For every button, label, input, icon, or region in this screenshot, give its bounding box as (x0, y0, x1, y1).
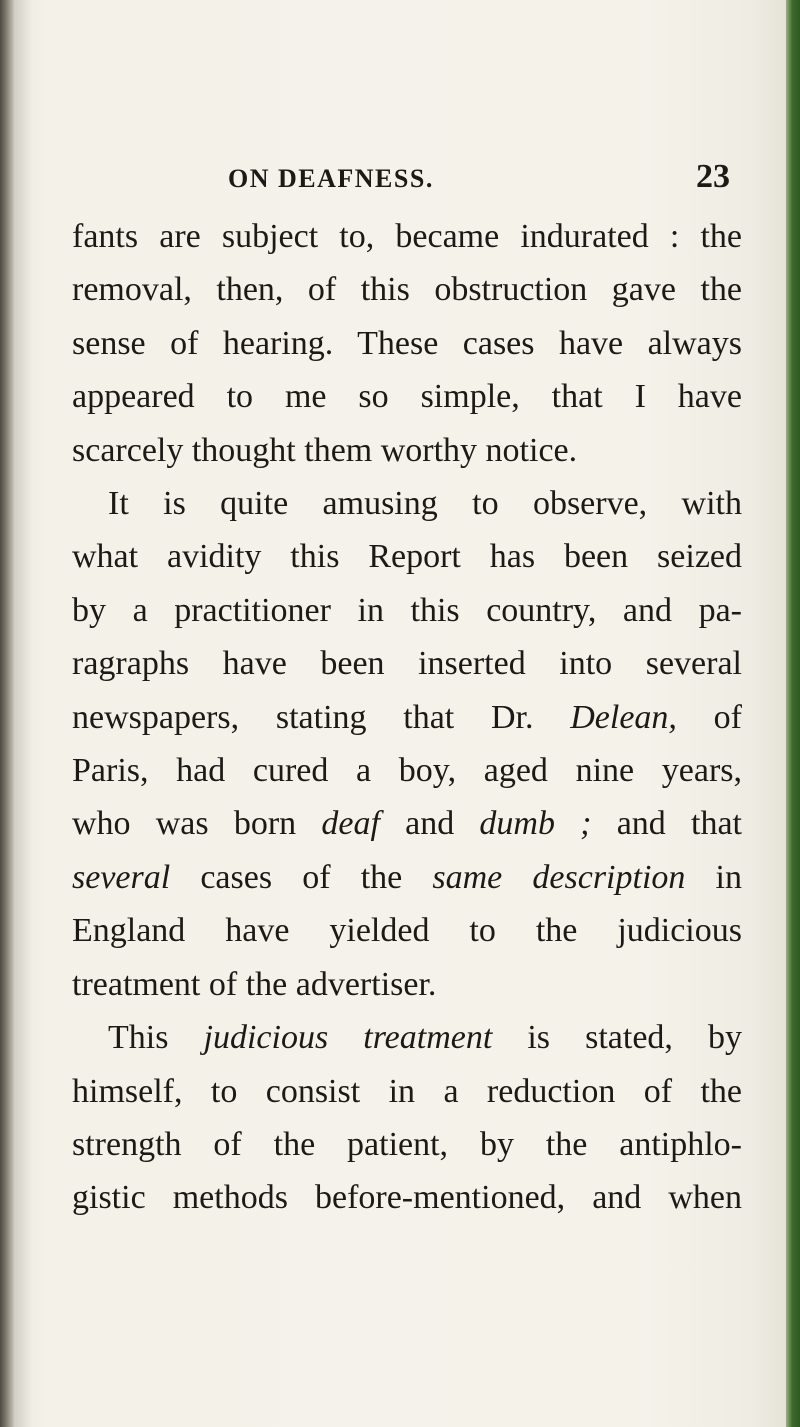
body-text (72, 210, 742, 1225)
italic-word: dumb ; (479, 805, 592, 843)
text-line: what avidity this Report has been seized (72, 538, 742, 576)
text-line: by a practitioner in this country, and pa- (72, 591, 742, 629)
text-line: removal, then, of this obstruction gave the (72, 271, 742, 309)
text-line: ragraphs have been inserted into several (72, 645, 742, 683)
text-line: It is quite amusing to observe, with (108, 485, 742, 523)
text-line: treatment of the advertiser. (72, 965, 437, 1003)
text-line: gistic methods before-mentioned, and when (72, 1179, 742, 1217)
text-line (72, 797, 742, 850)
page-number: 23 (696, 158, 730, 195)
text-run: newspapers, stating that Dr. (72, 698, 571, 736)
text-line: scarcely thought them worthy notice. (72, 431, 578, 469)
text-line: Paris, had cured a boy, aged nine years, (72, 752, 742, 790)
text-run: in (685, 858, 743, 896)
page-binding-edge (0, 0, 14, 1427)
gutter-shadow (14, 0, 32, 1427)
text-line: sense of hearing. These cases have always (72, 324, 742, 362)
text-line (72, 1011, 742, 1064)
text-run: is stated, by (492, 1019, 742, 1057)
text-line: himself, to consist in a reduction of the (72, 1072, 742, 1110)
text-run: This (108, 1019, 204, 1057)
text-run: who was born (72, 805, 322, 843)
italic-name: Delean, (570, 698, 677, 736)
text-line (72, 691, 742, 744)
italic-phrase: judicious treatment (203, 1019, 493, 1057)
italic-word: deaf (321, 805, 380, 843)
italic-phrase: same description (432, 858, 686, 896)
text-run: and that (591, 805, 742, 843)
text-run: and (379, 805, 480, 843)
text-line (72, 851, 742, 904)
text-line: strength of the patient, by the antiphlo- (72, 1125, 742, 1163)
page-header (80, 160, 730, 200)
text-run: of (676, 698, 742, 736)
text-line: England have yielded to the judicious (72, 912, 742, 950)
text-line: fants are subject to, became indurated : the (72, 218, 742, 255)
running-head: ON DEAFNESS. (228, 164, 434, 193)
text-line: appeared to me so simple, that I have (72, 378, 742, 416)
text-run: cases of the (170, 858, 433, 896)
italic-word: several (72, 858, 171, 896)
page-cover-edge (786, 0, 800, 1427)
